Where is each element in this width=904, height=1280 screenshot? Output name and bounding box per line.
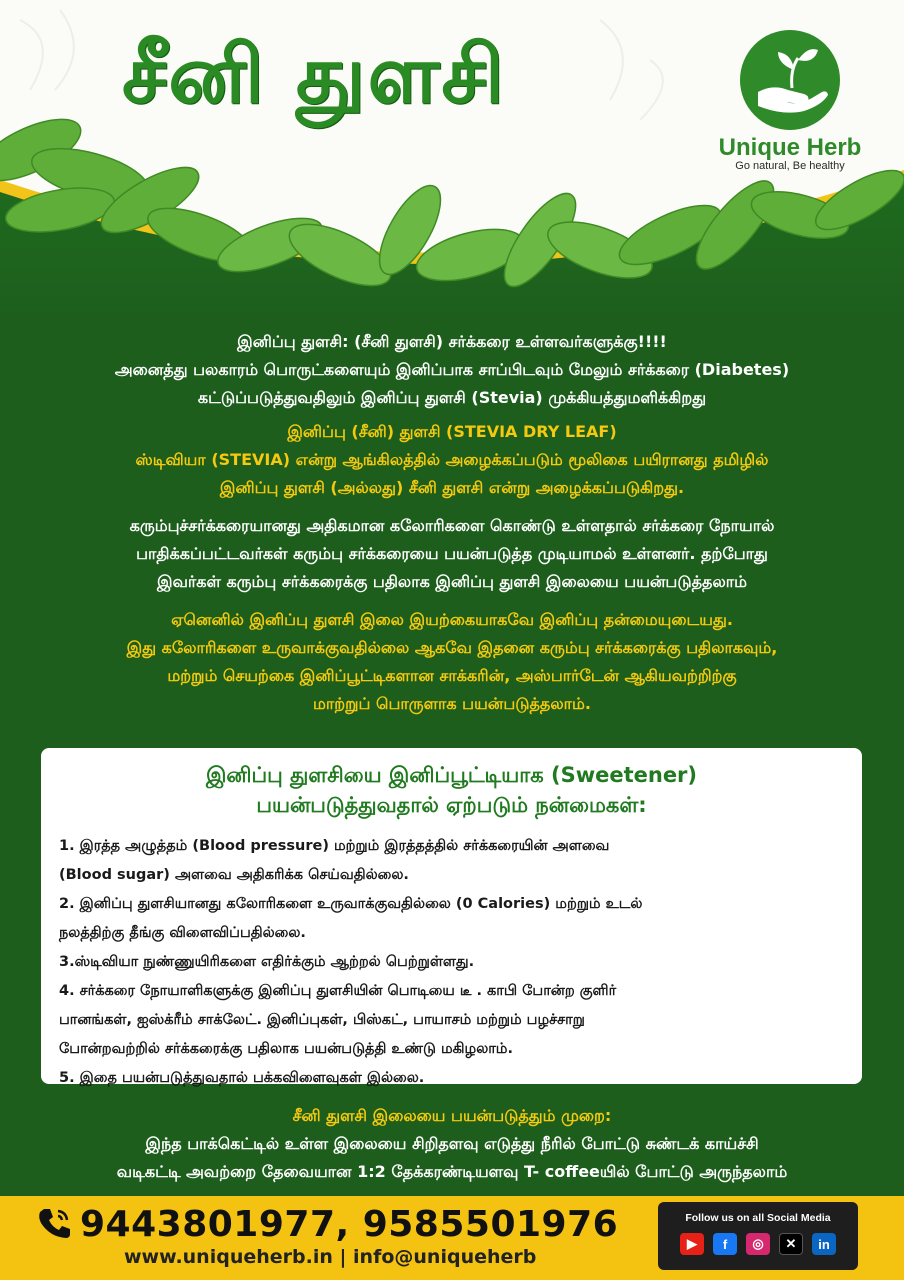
reason-line: ஏனெனில் இனிப்பு துளசி இலை இயற்கையாகவே இனிப்பு தன்மையுடையது.	[171, 610, 733, 629]
usage-line: இந்த பாக்கெட்டில் உள்ள இலையை சிறிதளவு எடுத்து நீரில் போட்டு சுண்டக் காய்ச்சி	[145, 1134, 759, 1153]
sugar-line: பாதிக்கப்பட்டவர்கள் கரும்பு சர்க்கரையை பயன்படுத்த முடியாமல் உள்ளனர். தற்போது	[136, 544, 768, 563]
benefit-line: (Blood sugar) அளவை அதிகரிக்க செய்வதில்லை.	[59, 867, 409, 883]
footer	[0, 1196, 904, 1280]
social-media-box	[658, 1202, 858, 1270]
usage-section	[0, 1102, 904, 1186]
stevia-section	[0, 418, 904, 502]
sugar-line: இவர்கள் கரும்பு சர்க்கரைக்கு பதிலாக இனிப்பு துளசி இலையை பயன்படுத்தலாம்	[157, 572, 747, 591]
reason-line: மாற்றுப் பொருளாக பயன்படுத்தலாம்.	[313, 694, 591, 713]
page-title: சீனி துளசி	[122, 28, 507, 121]
usage-title: சீனி துளசி இலையை பயன்படுத்தும் முறை:	[292, 1106, 612, 1125]
x-icon[interactable]: ✕	[779, 1233, 803, 1255]
sugar-line: கரும்புச்சர்க்கரையானது அதிகமான கலோரிகளை கொண்டு உள்ளதால் சர்க்கரை நோயால்	[129, 516, 775, 535]
benefit-line: 3.ஸ்டிவியா நுண்ணுயிரிகளை எதிர்க்கும் ஆற்றல் பெற்றுள்ளது.	[59, 954, 475, 970]
intro-section	[0, 328, 904, 412]
benefit-line: நலத்திற்கு தீங்கு விளைவிப்பதில்லை.	[59, 925, 306, 941]
phone-numbers[interactable]: 9443801977, 9585501976	[80, 1204, 619, 1245]
brand-logo	[700, 30, 880, 172]
intro-line: கட்டுப்படுத்துவதிலும் இனிப்பு துளசி (Stevia) முக்கியத்துமளிக்கிறது	[197, 388, 707, 407]
reason-section	[0, 606, 904, 718]
sugar-section	[0, 512, 904, 596]
intro-line: இனிப்பு துளசி: (சீனி துளசி) சர்க்கரை உள்ளவர்களுக்கு!!!!	[237, 332, 667, 351]
benefits-title	[41, 760, 862, 820]
usage-line: வடிகட்டி அவற்றை தேவையான 1:2 தேக்கரண்டியளவு T- coffeeயில் போட்டு அருந்தலாம்	[116, 1162, 788, 1181]
social-icons	[658, 1233, 858, 1255]
benefit-line: 2. இனிப்பு துளசியானது கலோரிகளை உருவாக்குவதில்லை (0 Calories) மற்றும் உடல்	[59, 896, 643, 912]
benefit-line: 1. இரத்த அழுத்தம் (Blood pressure) மற்றும் இரத்தத்தில் சர்க்கரையின் அளவை	[59, 838, 610, 854]
stevia-line: ஸ்டிவியா (STEVIA) என்று ஆங்கிலத்தில் அழைக்கப்படும் மூலிகை பயிரானது தமிழில்	[135, 450, 769, 469]
brand-tagline: Go natural, Be healthy	[735, 160, 845, 172]
benefits-card	[41, 748, 862, 1084]
reason-line: இது கலோரிகளை உருவாக்குவதில்லை ஆகவே இதனை கரும்பு சர்க்கரைக்கு பதிலாகவும்,	[126, 638, 778, 657]
benefit-line: 4. சர்க்கரை நோயாளிகளுக்கு இனிப்பு துளசியின் பொடியை டீ . காபி போன்ற குளிர்	[59, 983, 617, 999]
stevia-line: இனிப்பு (சீனி) துளசி (STEVIA DRY LEAF)	[287, 422, 617, 441]
phone-icon	[36, 1205, 72, 1245]
brand-name: Unique Herb	[718, 134, 862, 161]
benefits-title-line: பயன்படுத்துவதால் ஏற்படும் நன்மைகள்:	[256, 793, 647, 817]
instagram-icon[interactable]: ◎	[746, 1233, 770, 1255]
youtube-icon[interactable]: ▶	[680, 1233, 704, 1255]
reason-line: மற்றும் செயற்கை இனிப்பூட்டிகளான சாக்கரின், அஸ்பார்டேன் ஆகியவற்றிற்கு	[167, 666, 737, 685]
hand-leaf-icon	[740, 30, 840, 130]
facebook-icon[interactable]: f	[713, 1233, 737, 1255]
benefit-line: போன்றவற்றில் சர்க்கரைக்கு பதிலாக பயன்படுத்தி உண்டு மகிழலாம்.	[59, 1041, 513, 1057]
benefits-title-line: இனிப்பு துளசியை இனிப்பூட்டியாக (Sweetener)	[205, 763, 698, 787]
phone-row	[36, 1204, 618, 1245]
linkedin-icon[interactable]: in	[812, 1233, 836, 1255]
benefit-line: பானங்கள், ஐஸ்க்ரீம் சாக்லேட். இனிப்புகள், பிஸ்கட், பாயாசம் மற்றும் பழச்சாறு	[59, 1012, 585, 1028]
stevia-line: இனிப்பு துளசி (அல்லது) சீனி துளசி என்று அழைக்கப்படுகிறது.	[219, 478, 685, 497]
social-title: Follow us on all Social Media	[685, 1212, 831, 1224]
benefits-list	[41, 820, 862, 1093]
contact-line[interactable]: www.uniqueherb.in | info@uniqueherb	[124, 1246, 537, 1268]
benefit-line: 5. இதை பயன்படுத்துவதால் பக்கவிளைவுகள் இல்லை.	[59, 1070, 425, 1086]
intro-line: அனைத்து பலகாரம் பொருட்களையும் இனிப்பாக சாப்பிடவும் மேலும் சர்க்கரை (Diabetes)	[114, 360, 790, 379]
